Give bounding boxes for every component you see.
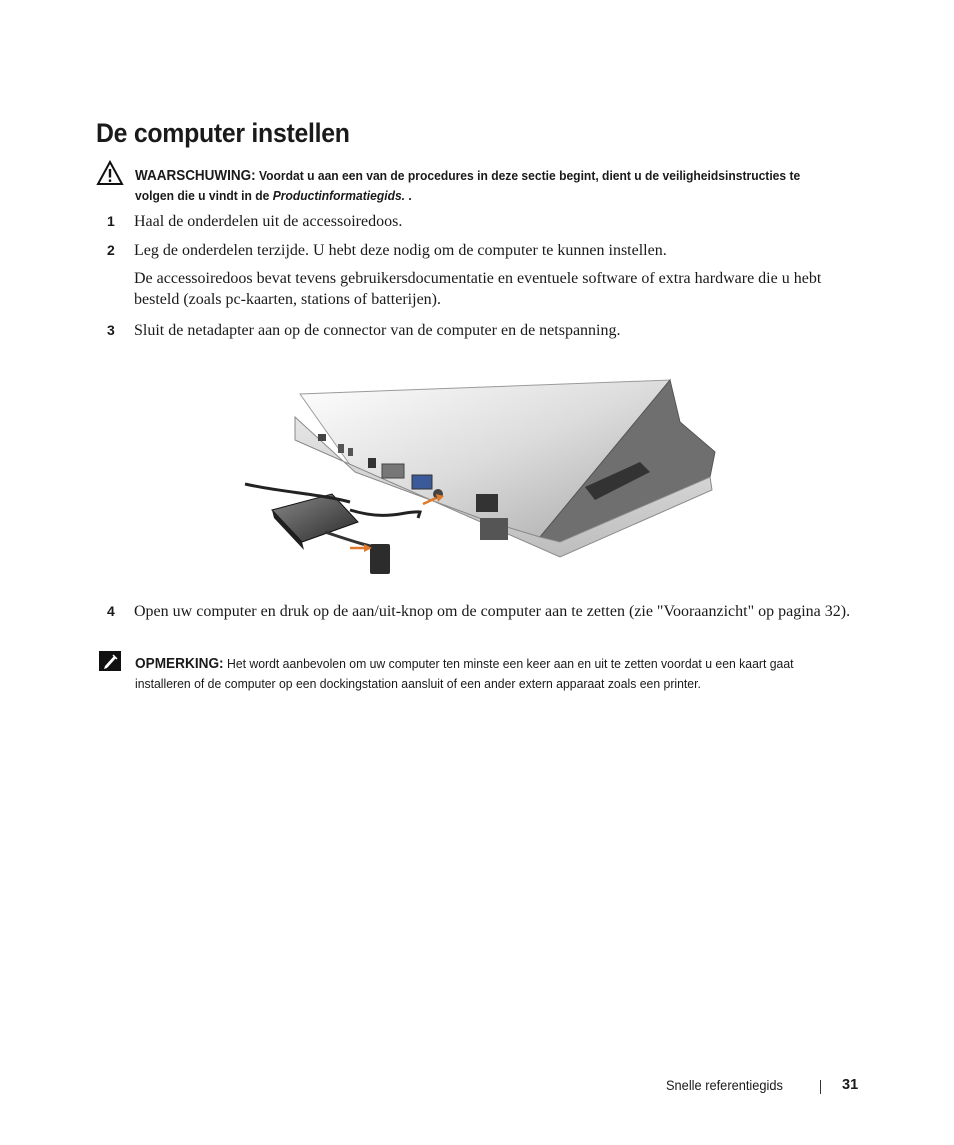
laptop-ac-adapter-illustration [240,372,720,587]
step-extra-paragraph: De accessoiredoos bevat tevens gebruikersdocumentatie en eventuele software of extra hardware die u hebt besteld (zoals pc-kaarten, stations of batterijen). [134,270,822,308]
warning-text [135,166,823,205]
step-text: Haal de onderdelen uit de accessoiredoos. [134,213,403,230]
step-number: 2 [107,242,115,258]
note-pencil-icon [99,651,121,671]
warning-icon [96,160,124,186]
warning-end: . [405,188,412,203]
warning-doc-title: Productinformatiegids. [272,188,406,203]
note-label: OPMERKING: [135,656,224,672]
page-title: De computer instellen [96,118,350,148]
footer-section-title: Snelle referentiegids [666,1078,783,1093]
step-text: Sluit de netadapter aan op de connector van de computer en de netspanning. [134,322,621,339]
warning-body: Voordat u aan een van de procedures in deze sectie begint, dient u de veiligheidsinstructies te volgen die u vindt in de [135,168,801,203]
footer-divider [820,1080,821,1094]
step-number: 4 [107,603,115,619]
note-text [135,654,831,694]
warning-label: WAARSCHUWING: [135,168,256,184]
note-body: Het wordt aanbevolen om uw computer ten minste een keer aan en uit te zetten voordat u een kaart gaat installeren of de computer op een dockingstation aansluit of een ander extern apparaat zoals een printer. [135,656,794,691]
step-text: Leg de onderdelen terzijde. U hebt deze nodig om de computer te kunnen instellen. [134,242,667,259]
step-text: Open uw computer en druk op de aan/uit-knop om de computer aan te zetten (zie "Vooraanzicht" op pagina 32). [134,603,851,620]
page-number: 31 [842,1077,859,1093]
step-number: 3 [107,322,115,338]
step-number: 1 [107,213,115,229]
